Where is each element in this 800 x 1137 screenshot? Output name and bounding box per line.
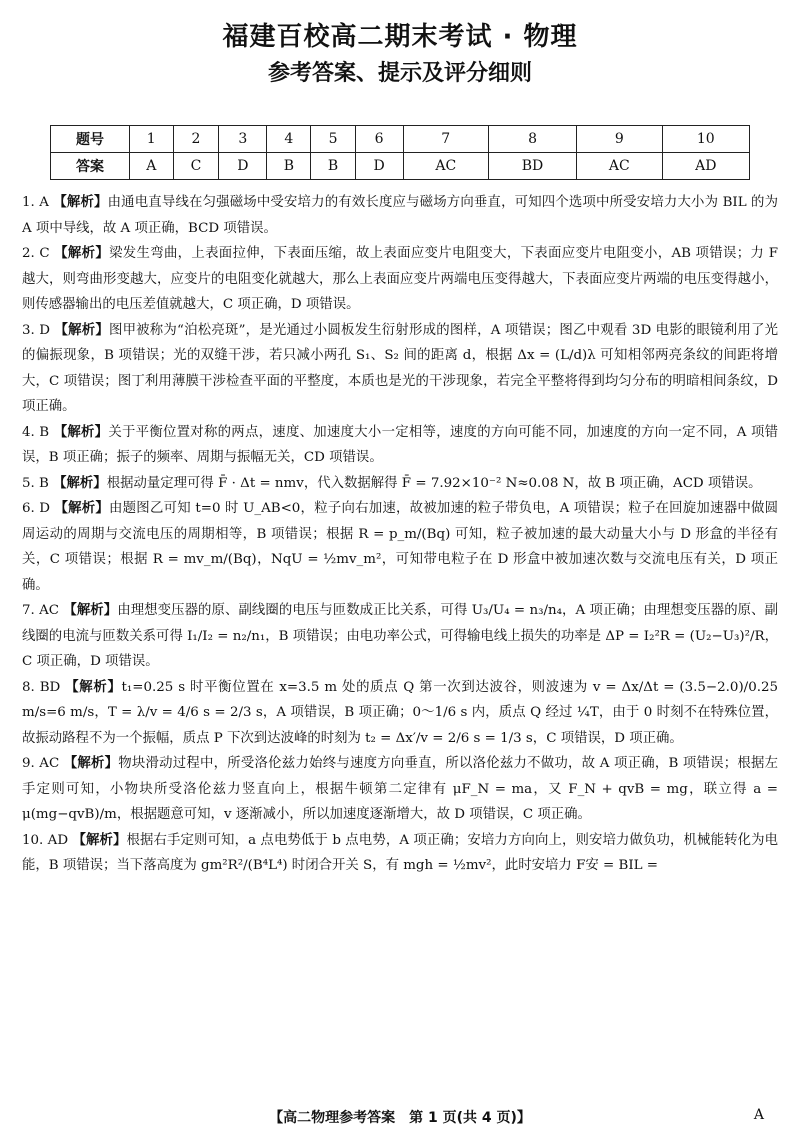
- answer-cell: AD: [662, 153, 750, 180]
- item-number: 9. AC: [22, 756, 60, 771]
- item-text: 由通电直导线在匀强磁场中受安培力的有效长度应与磁场方向垂直，可知四个选项中所受安培力大小为 BIL 的为 A 项中导线，故 A 项正确，BCD 项错误。: [22, 195, 779, 236]
- item-text: 关于平衡位置对称的两点，速度、加速度大小一定相等，速度的方向可能不同，加速度的方向一定不同，A 项错误，B 项正确；振子的频率、周期与振幅无关，CD 项错误。: [22, 424, 779, 465]
- question-number-cell: 9: [577, 126, 662, 153]
- explanation-item: [22, 496, 778, 598]
- question-number-cell: 5: [311, 126, 355, 153]
- answer-header: 答案: [51, 153, 130, 180]
- question-number-cell: 4: [267, 126, 311, 153]
- page-title: 福建百校高二期末考试 · 物理: [222, 22, 578, 52]
- item-number: 2. C: [22, 246, 50, 261]
- item-tag: 【解析】: [54, 322, 109, 338]
- item-text: 由题图乙可知 t=0 时 U_AB<0，粒子向右加速，故被加速的粒子带负电，A 项错误；粒子在回旋加速器中做圆周运动的周期与交流电压的周期相等，B 项错误；根据 R = p_m/(Bq) 可知，粒子被加速的最大动量大小与 D 形盒的半径有关，C 项错误；根据 R = mv_m/(Bq)，NqU = ½mv_m²，可知带电粒子在 D 形盒中被加速次数与交流电压有关，D 项正确。: [22, 501, 778, 593]
- question-number-cell: 6: [355, 126, 403, 153]
- answer-cell: AC: [577, 153, 662, 180]
- question-number-cell: 3: [219, 126, 267, 153]
- item-tag: 【解析】: [63, 603, 118, 618]
- explanation-item: [22, 318, 778, 420]
- version-mark: A: [753, 1107, 764, 1123]
- explanation-item: [22, 420, 778, 471]
- question-number-cell: 8: [488, 126, 576, 153]
- answer-table-number-row: [51, 126, 750, 153]
- page-subtitle: 参考答案、提示及评分细则: [267, 61, 532, 86]
- explanation-item: [22, 190, 778, 241]
- answer-cell: C: [173, 153, 219, 180]
- item-tag: 【解析】: [54, 246, 110, 261]
- item-text: t₁=0.25 s 时平衡位置在 x=3.5 m 处的质点 Q 第一次到达波谷，则波速为 v = Δx/Δt = (3.5−2.0)/0.25 m/s=6 m/s，T = λ/v = 4/6 s = 2/3 s，A 项错误，B 项正确；0～1/6 s 内，质点 Q 经过 ¼T，由于 0 时刻不在特殊位置，故振动路程不为一个振幅，质点 P 下次到达波峰的时刻为 t₂ = Δx′/v = 2/6 s = 1/3 s，C 项错误，D 项正确。: [22, 679, 779, 746]
- page-footer: 【高二物理参考答案 第 1 页(共 4 页)】: [269, 1110, 531, 1126]
- item-tag: 【解析】: [63, 756, 119, 771]
- explanation-item: [22, 675, 778, 752]
- item-text: 由理想变压器的原、副线圈的电压与匝数成正比关系，可得 U₃/U₄ = n₃/n₄，A 项正确；由理想变压器的原、副线圈的电流与匝数关系可得 I₁/I₂ = n₂/n₁，B 项错误；由电功率公式，可得输电线上损失的功率是 ΔP = I₂²R = (U₂−U₃)²/R，C 项正确，D 项错误。: [22, 603, 778, 669]
- explanation-item: [22, 828, 778, 879]
- explanation-item: [22, 751, 778, 828]
- answer-table-answer-row: [51, 153, 750, 180]
- answer-cell: BD: [488, 153, 576, 180]
- item-tag: 【解析】: [53, 475, 107, 491]
- question-number-cell: 1: [130, 126, 174, 153]
- explanation-item: [22, 471, 778, 497]
- item-tag: 【解析】: [53, 195, 108, 210]
- item-tag: 【解析】: [72, 832, 127, 848]
- answer-cell: A: [130, 153, 174, 180]
- question-number-cell: 10: [662, 126, 750, 153]
- question-number-cell: 7: [403, 126, 488, 153]
- explanation-item: [22, 598, 778, 675]
- answer-cell: D: [219, 153, 267, 180]
- item-text: 根据动量定理可得 F̄ · Δt = nmv，代入数据解得 F̄ = 7.92×10⁻² N≈0.08 N，故 B 项正确，ACD 项错误。: [106, 475, 762, 491]
- answer-cell: B: [267, 153, 311, 180]
- item-text: 梁发生弯曲，上表面拉伸，下表面压缩，故上表面应变片电阻变大，下表面应变片电阻变小，AB 项错误；力 F 越大，则弯曲形变越大，应变片的电阻变化就越大，那么上表面应变片两端电压变得越大，下表面应变片两端的电压变得越小，则传感器输出的电压差值就越大，C 项正确，D 项错误。: [22, 246, 779, 312]
- item-tag: 【解析】: [54, 501, 110, 516]
- question-number-header: 题号: [51, 126, 130, 153]
- item-number: 4. B: [22, 424, 50, 440]
- answer-table: [50, 125, 750, 180]
- item-number: 8. BD: [22, 679, 61, 695]
- item-text: 根据右手定则可知，a 点电势低于 b 点电势，A 项正确；安培力方向向上，则安培力做负功，机械能转化为电能，B 项错误；当下落高度为 gm²R²/(B⁴L⁴) 时闭合开关 S，有 mgh = ½mv²，此时安培力 F安 = BIL =: [22, 832, 778, 873]
- item-number: 10. AD: [22, 832, 69, 848]
- question-number-cell: 2: [173, 126, 219, 153]
- item-number: 3. D: [22, 322, 50, 338]
- item-tag: 【解析】: [53, 424, 109, 440]
- answer-cell: D: [355, 153, 403, 180]
- item-number: 7. AC: [22, 603, 60, 618]
- answer-cell: AC: [403, 153, 488, 180]
- item-number: 1. A: [22, 195, 49, 210]
- answer-cell: B: [311, 153, 355, 180]
- explanation-list: [22, 190, 778, 879]
- item-number: 6. D: [22, 501, 51, 516]
- item-text: 物块滑动过程中，所受洛伦兹力始终与速度方向垂直，所以洛伦兹力不做功，故 A 项正确，B 项错误；根据左手定则可知，小物块所受洛伦兹力竖直向上，根据牛顿第二定律有 μF_N = ma，又 F_N + qvB = mg，联立得 a = μ(mg−qvB)/m，根据题意可知，v 逐渐减小，所以加速度逐渐增大，故 D 项错误，C 项正确。: [22, 756, 779, 822]
- item-tag: 【解析】: [65, 679, 122, 695]
- item-text: 图甲被称为“泊松亮斑”，是光通过小圆板发生衍射形成的图样，A 项错误；图乙中观看 3D 电影的眼镜利用了光的偏振现象，B 项错误；光的双缝干涉，若只减小两孔 S₁、S₂ 间的距离 d，根据 Δx = (L/d)λ 可知相邻两亮条纹的间距将增大，C 项错误；图丁利用薄膜干涉检查平面的平整度，本质也是光的干涉现象，若完全平整将得到均匀分布的明暗相间条纹，D 项正确。: [22, 322, 778, 414]
- item-number: 5. B: [22, 475, 49, 491]
- explanation-item: [22, 241, 778, 318]
